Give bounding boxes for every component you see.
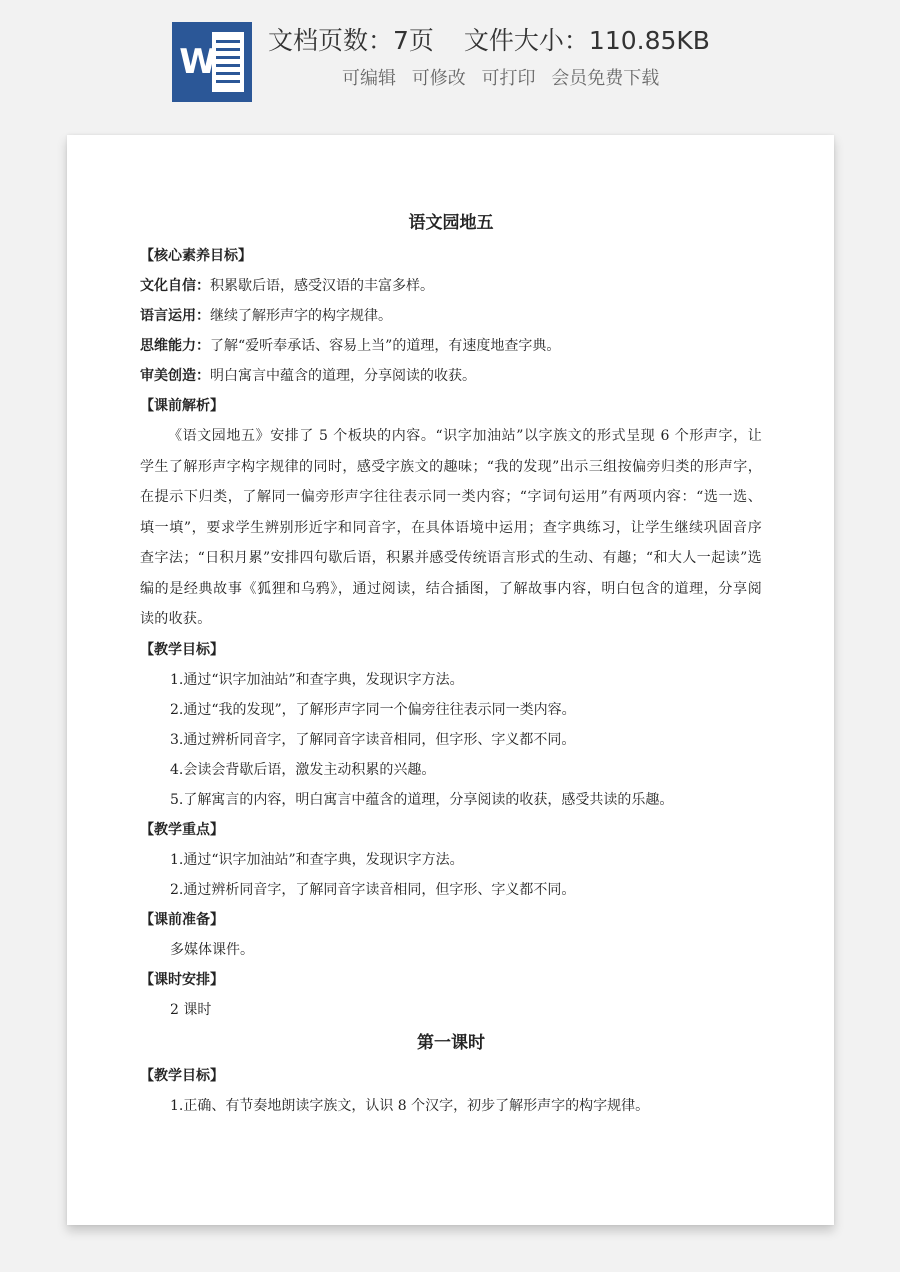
lesson-one-title: 第一课时: [417, 1032, 485, 1053]
document-page: [67, 135, 834, 1225]
analysis-paragraph: 《语文园地五》安排了 5 个板块的内容。“识字加油站”以字族文的形式呈现 6 个形声字，让学生了解形声字构字规律的同时，感受字族文的趣味；“我的发现”出示三组按偏旁归类的形声字，在提示下归类，了解同一偏旁形声字往往表示同一类内容；“字词句运用”有两项内容：“选一选、填一填”，要求学生辨别形近字和同音字，在具体语境中运用；查字典练习，让学生继续巩固音序查字法；“日积月累”安排四句歇后语，积累并感受传统语言形式的生动、有趣；“和大人一起读”选编的是经典故事《狐狸和乌鸦》，通过阅读，结合插图，了解故事内容，明白包含的道理，分享阅读的收获。: [140, 428, 762, 627]
key-point-item: 2.通过辨析同音字，了解同音字读音相同，但字形、字义都不同。: [170, 881, 576, 898]
document-title: 语文园地五: [408, 213, 494, 233]
file-size: 文件大小：110.85KB: [463, 26, 710, 55]
core-goal-item: 思维能力：了解“爱听奉承话、容易上当”的道理，有速度地查字典。: [140, 338, 561, 354]
section-heading-lesson-goals: 【教学目标】: [140, 1067, 224, 1084]
feature-editable: 可编辑: [342, 68, 396, 89]
page-count: 文档页数：7页: [268, 26, 434, 55]
section-heading-key-points: 【教学重点】: [140, 821, 224, 838]
section-heading-preparation: 【课前准备】: [140, 911, 224, 928]
document-info-banner: [0, 0, 900, 120]
schedule-text: 2 课时: [170, 1001, 212, 1018]
feature-modifiable: 可修改: [411, 68, 466, 89]
section-heading-core-goals: 【核心素养目标】: [140, 248, 252, 264]
feature-printable: 可打印: [481, 68, 536, 89]
core-goal-item: 审美创造：明白寓言中蕴含的道理，分享阅读的收获。: [140, 368, 476, 384]
section-heading-teaching-goals: 【教学目标】: [140, 641, 224, 658]
feature-list: [342, 64, 669, 94]
word-icon: [172, 22, 252, 102]
core-goal-item: 语言运用：继续了解形声字的构字规律。: [140, 308, 392, 324]
key-point-item: 1.通过“识字加油站”和查字典，发现识字方法。: [170, 851, 464, 868]
lesson-goal-item: 1.正确、有节奏地朗读字族文，认识 8 个汉字，初步了解形声字的构字规律。: [170, 1097, 650, 1114]
word-icon-letter: W: [179, 42, 217, 82]
core-goal-item: 文化自信：积累歇后语，感受汉语的丰富多样。: [140, 278, 434, 294]
teaching-goal-item: 2.通过“我的发现”，了解形声字同一个偏旁往往表示同一类内容。: [170, 701, 576, 718]
teaching-goal-item: 1.通过“识字加油站”和查字典，发现识字方法。: [170, 671, 464, 688]
file-stats: [268, 22, 740, 60]
preparation-text: 多媒体课件。: [170, 941, 254, 958]
teaching-goal-item: 3.通过辨析同音字，了解同音字读音相同，但字形、字义都不同。: [170, 731, 576, 748]
teaching-goal-item: 4.会读会背歇后语，激发主动积累的兴趣。: [170, 761, 436, 778]
section-heading-schedule: 【课时安排】: [140, 971, 224, 988]
feature-free-download: 会员免费下载: [551, 68, 660, 89]
section-heading-analysis: 【课前解析】: [140, 398, 224, 414]
teaching-goal-item: 5.了解寓言的内容，明白寓言中蕴含的道理，分享阅读的收获，感受共读的乐趣。: [170, 791, 674, 808]
document-content: [140, 205, 762, 1121]
